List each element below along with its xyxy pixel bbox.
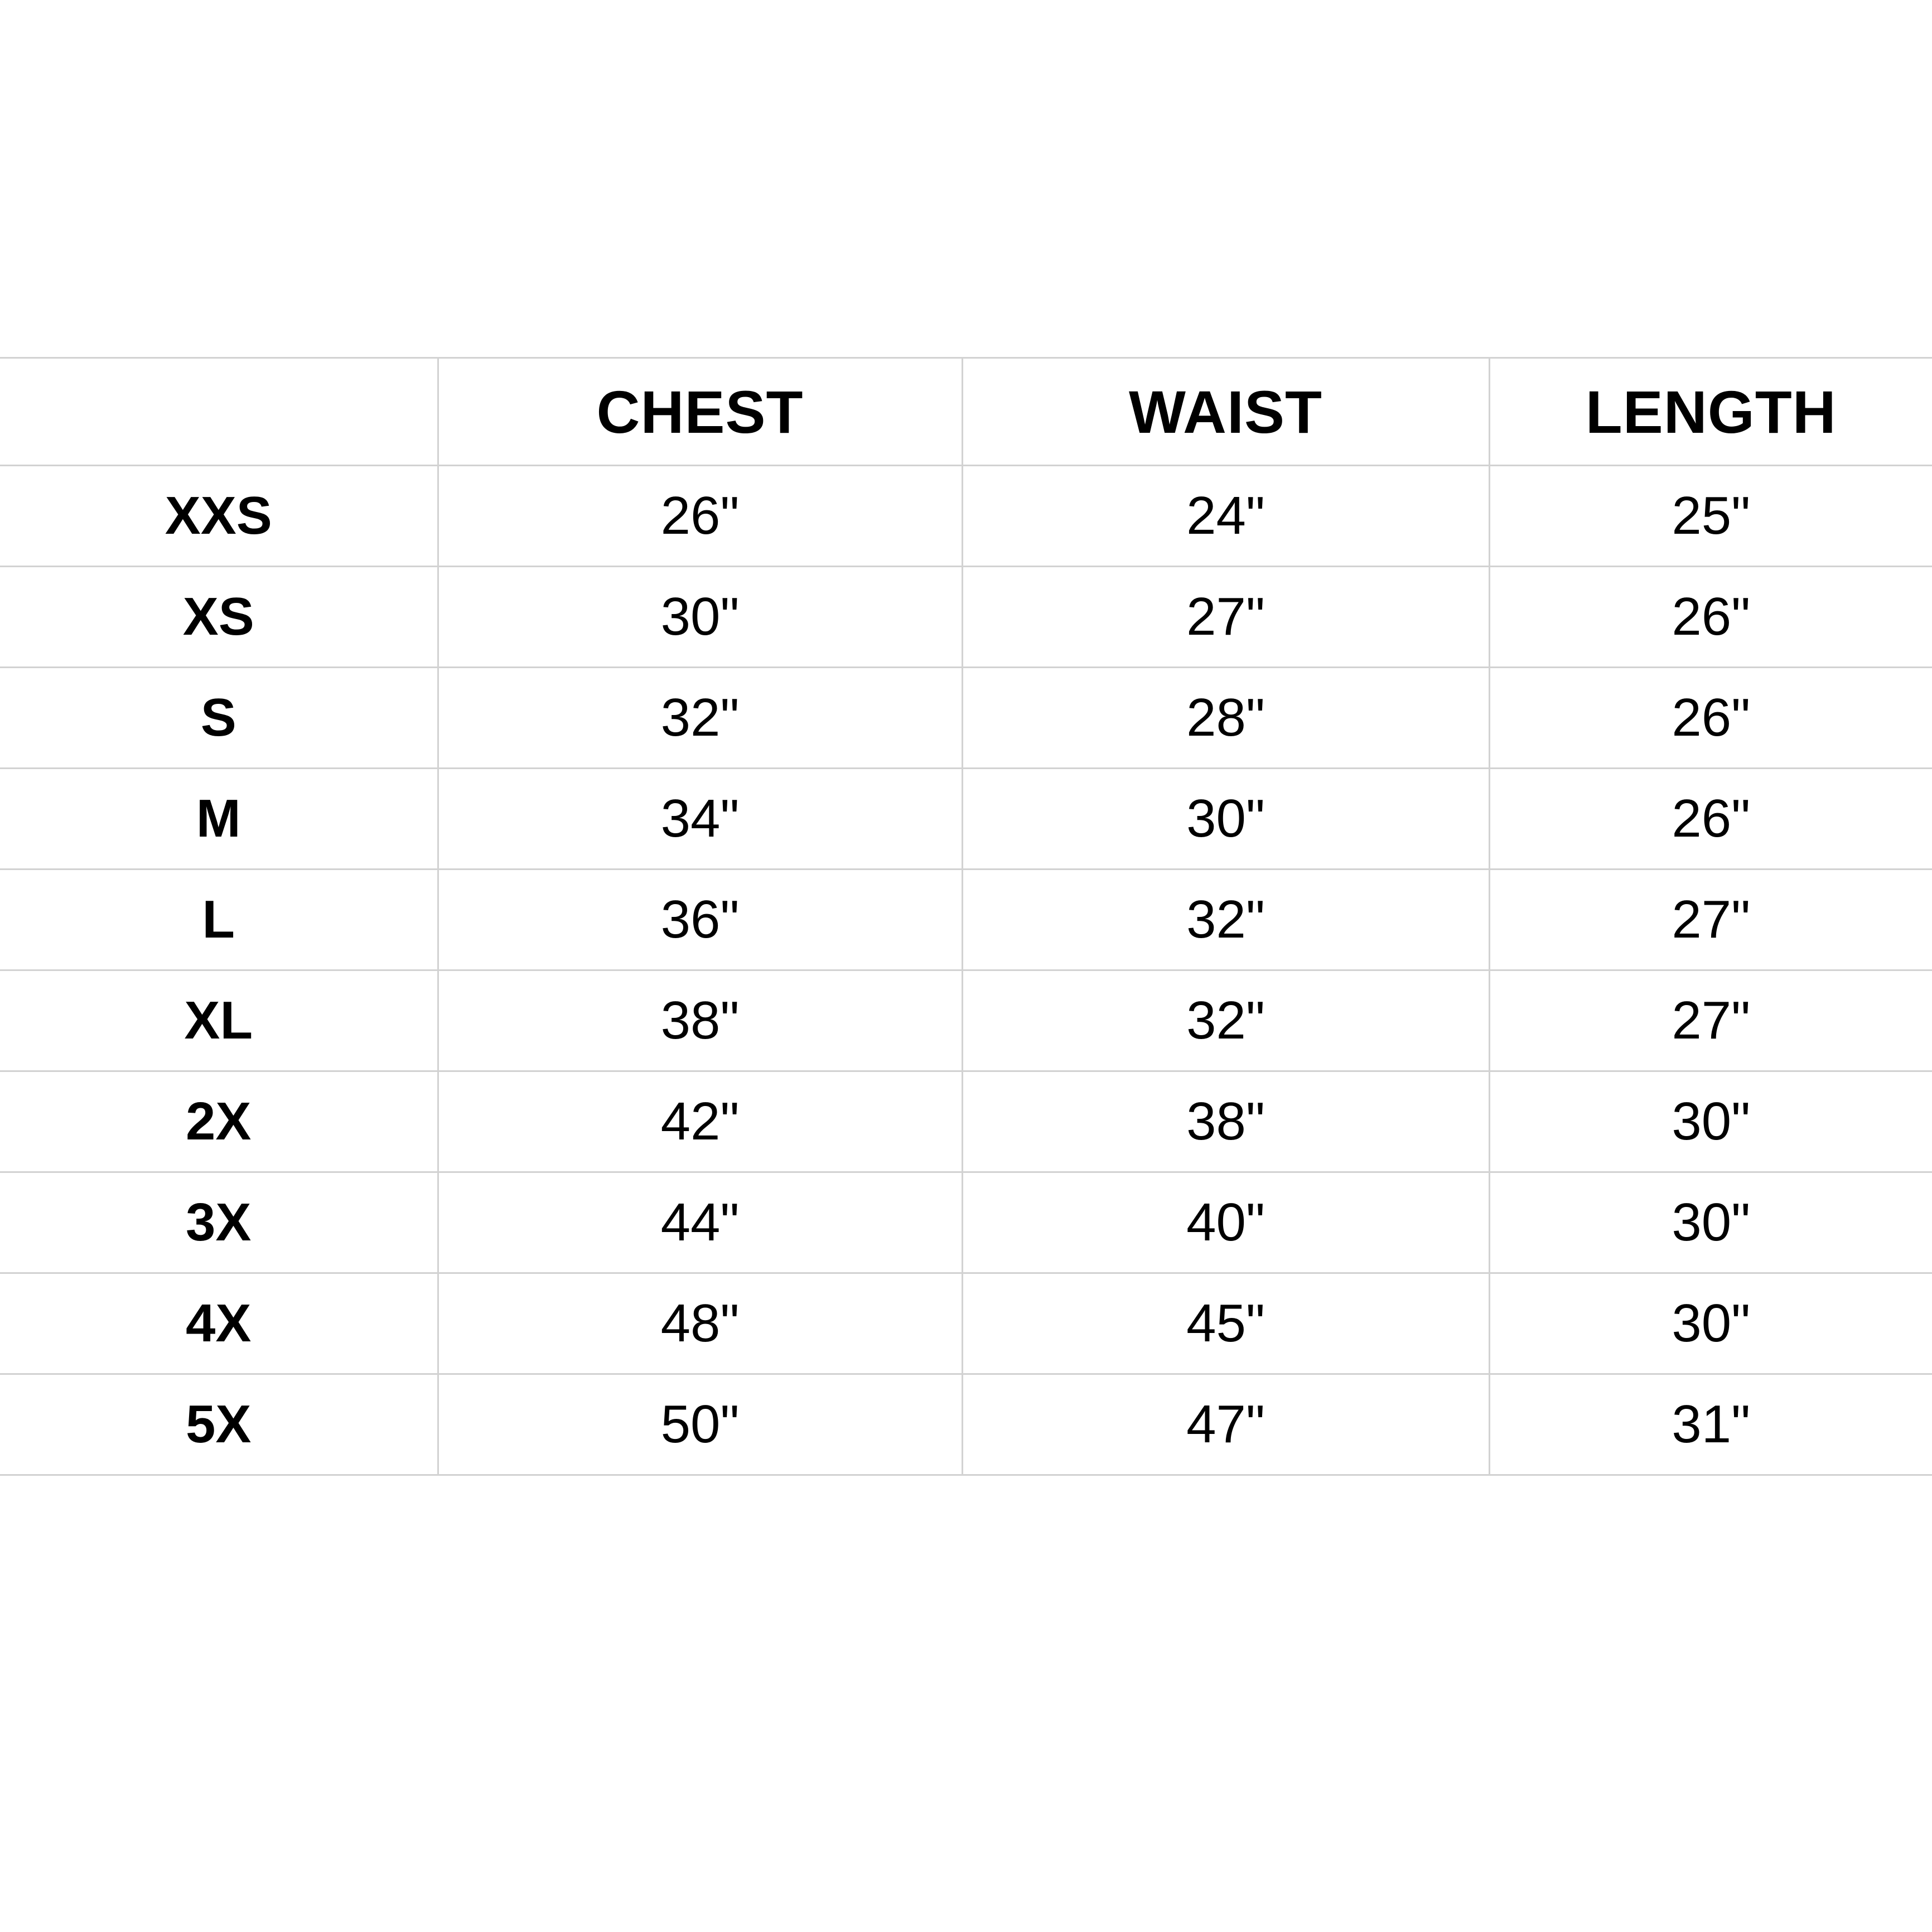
cell-length: 30" (1489, 1172, 1932, 1273)
table-header-row (0, 358, 1932, 466)
table-header-length: LENGTH (1489, 358, 1932, 466)
table-row (0, 1071, 1932, 1172)
cell-waist: 45" (962, 1273, 1489, 1374)
cell-length: 30" (1489, 1071, 1932, 1172)
cell-chest: 44" (438, 1172, 962, 1273)
cell-chest: 50" (438, 1374, 962, 1475)
cell-length: 27" (1489, 970, 1932, 1071)
cell-chest: 36" (438, 870, 962, 970)
cell-chest: 48" (438, 1273, 962, 1374)
cell-chest: 34" (438, 769, 962, 870)
table-header-waist: WAIST (962, 358, 1489, 466)
cell-waist: 24" (962, 466, 1489, 567)
cell-size: XL (0, 970, 438, 1071)
table-row (0, 1172, 1932, 1273)
table-row (0, 870, 1932, 970)
cell-length: 25" (1489, 466, 1932, 567)
cell-waist: 28" (962, 668, 1489, 769)
table-row (0, 769, 1932, 870)
cell-chest: 38" (438, 970, 962, 1071)
cell-waist: 32" (962, 970, 1489, 1071)
cell-length: 26" (1489, 769, 1932, 870)
cell-length: 30" (1489, 1273, 1932, 1374)
cell-length: 26" (1489, 668, 1932, 769)
cell-size: XS (0, 567, 438, 668)
cell-length: 27" (1489, 870, 1932, 970)
cell-chest: 30" (438, 567, 962, 668)
table-body (0, 466, 1932, 1475)
cell-chest: 42" (438, 1071, 962, 1172)
cell-size: M (0, 769, 438, 870)
table-header-chest: CHEST (438, 358, 962, 466)
cell-waist: 38" (962, 1071, 1489, 1172)
cell-size: S (0, 668, 438, 769)
cell-waist: 27" (962, 567, 1489, 668)
cell-size: 5X (0, 1374, 438, 1475)
table-row (0, 466, 1932, 567)
cell-waist: 40" (962, 1172, 1489, 1273)
size-chart-table-wrapper (0, 357, 1932, 1476)
table-row (0, 1273, 1932, 1374)
table-row (0, 1374, 1932, 1475)
cell-size: 4X (0, 1273, 438, 1374)
table-header (0, 358, 1932, 466)
table-row (0, 567, 1932, 668)
table-row (0, 970, 1932, 1071)
cell-length: 31" (1489, 1374, 1932, 1475)
cell-size: XXS (0, 466, 438, 567)
table-header-size (0, 358, 438, 466)
cell-chest: 26" (438, 466, 962, 567)
cell-waist: 30" (962, 769, 1489, 870)
cell-size: L (0, 870, 438, 970)
table-row (0, 668, 1932, 769)
size-chart-table (0, 357, 1932, 1476)
cell-chest: 32" (438, 668, 962, 769)
cell-waist: 47" (962, 1374, 1489, 1475)
cell-waist: 32" (962, 870, 1489, 970)
cell-length: 26" (1489, 567, 1932, 668)
cell-size: 2X (0, 1071, 438, 1172)
cell-size: 3X (0, 1172, 438, 1273)
